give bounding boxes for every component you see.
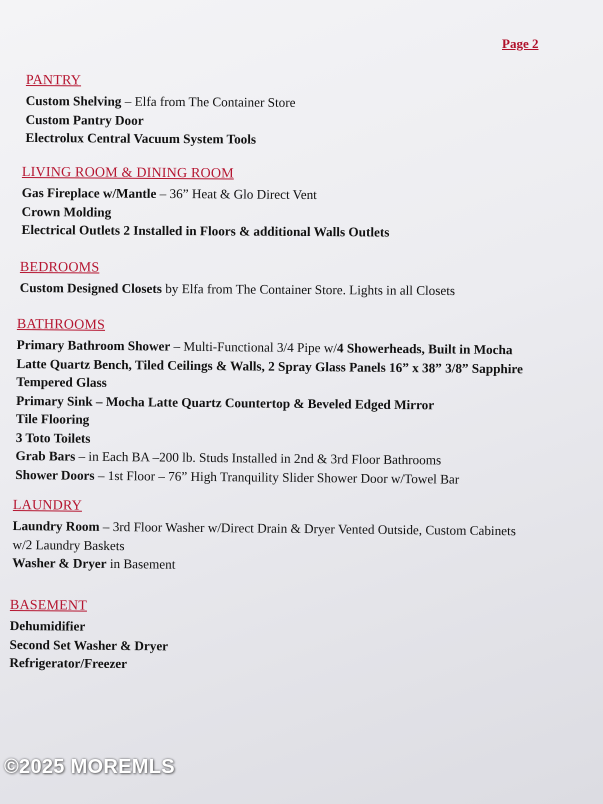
bath-shower-line1: Primary Bathroom Shower – Multi-Functional 3/4 Pipe w/4 Showerheads, Built in Mocha: [16, 336, 513, 358]
living-crown: Crown Molding: [21, 203, 112, 220]
copyright-watermark: ©2025 MOREMLS: [4, 756, 175, 778]
bathrooms-section: [15, 317, 523, 489]
living-section: [21, 165, 389, 242]
bedrooms-closets: Custom Designed Closets by Elfa from The Container Store. Lights in all Closets: [19, 279, 456, 299]
bath-grab-bars: Grab Bars – in Each BA –200 lb. Studs Installed in 2nd & 3rd Floor Bathrooms: [15, 447, 442, 468]
bath-shower-doors: Shower Doors – 1st Floor – 76” High Tranquility Slider Shower Door w/Towel Bar: [15, 466, 460, 487]
pantry-heading: PANTRY: [25, 73, 82, 89]
basement-dehumidifier: Dehumidifier: [9, 617, 86, 634]
bath-shower-line2: Latte Quartz Bench, Tiled Ceilings & Walls, 2 Spray Glass Panels 16” x 38” 3/8” Sapphire: [16, 355, 524, 376]
basement-section: [9, 598, 168, 674]
pantry-vacuum: Electrolux Central Vacuum System Tools: [25, 129, 257, 147]
living-heading: LIVING ROOM & DINING ROOM: [21, 165, 234, 182]
pantry-section: [25, 73, 295, 149]
bedrooms-section: [20, 260, 456, 301]
laundry-room-line2: w/2 Laundry Baskets: [12, 536, 125, 553]
basement-heading: BASEMENT: [9, 598, 88, 614]
basement-second-set: Second Set Washer & Dryer: [9, 636, 169, 653]
bath-toilets: 3 Toto Toilets: [15, 429, 91, 446]
laundry-room: Laundry Room – 3rd Floor Washer w/Direct Drain & Dryer Vented Outside, Custom Cabinets: [12, 517, 516, 539]
pantry-door: Custom Pantry Door: [25, 111, 144, 128]
living-outlets: Electrical Outlets 2 Installed in Floors & additional Walls Outlets: [21, 221, 390, 240]
bathrooms-heading: BATHROOMS: [16, 317, 106, 333]
living-fireplace: Gas Fireplace w/Mantle – 36” Heat & Glo Direct Vent: [21, 184, 317, 203]
page-number: Page 2: [502, 36, 539, 51]
laundry-heading: LAUNDRY: [12, 498, 83, 514]
bath-shower-line3: Tempered Glass: [16, 373, 107, 390]
bath-sink: Primary Sink – Mocha Latte Quartz Countertop & Beveled Edged Mirror: [16, 392, 435, 412]
bath-tile: Tile Flooring: [15, 410, 90, 427]
laundry-section: [12, 498, 516, 578]
pantry-shelving: Custom Shelving – Elfa from The Container Store: [25, 92, 296, 110]
laundry-washer: Washer & Dryer in Basement: [12, 554, 176, 572]
basement-fridge: Refrigerator/Freezer: [9, 654, 128, 672]
bedrooms-heading: BEDROOMS: [19, 260, 100, 276]
